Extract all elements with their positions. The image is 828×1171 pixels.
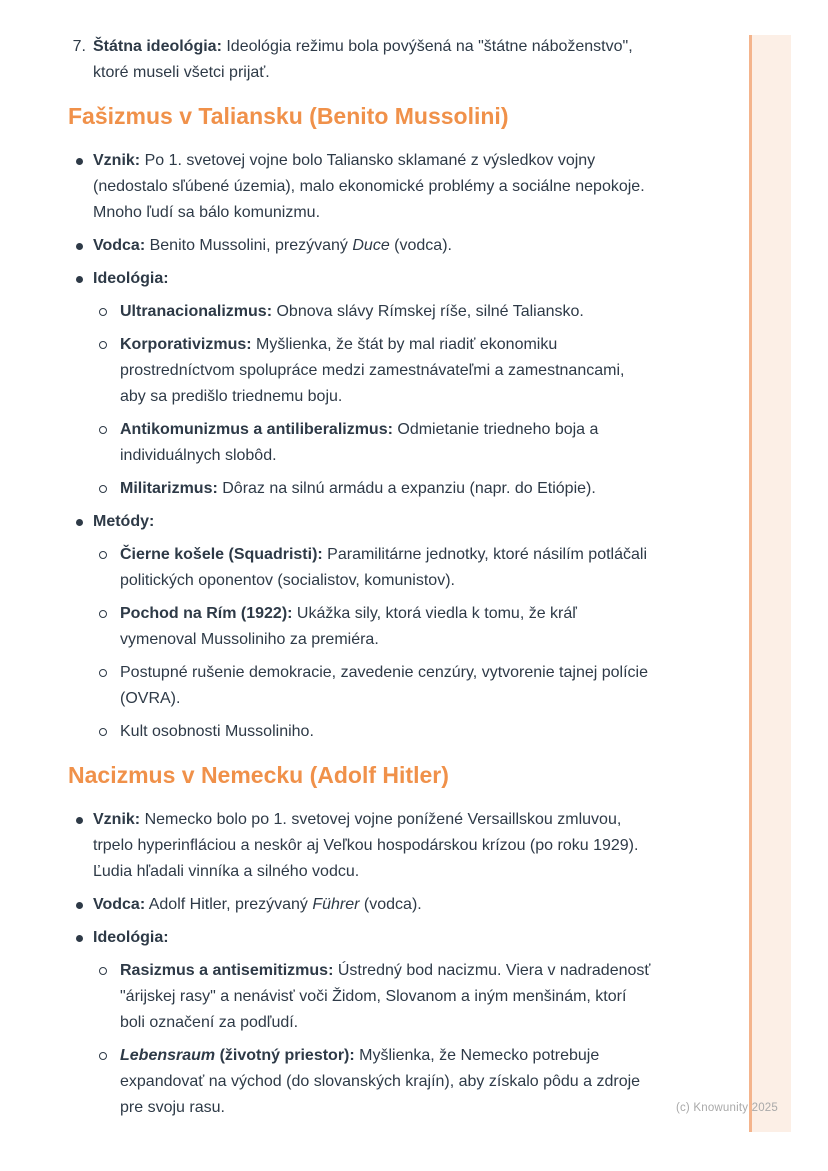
text-run: Korporativizmus: <box>120 336 252 353</box>
document-section <box>68 101 654 745</box>
text-run: Dôraz na silnú armádu a expanziu (napr. do Etiópie). <box>217 480 596 497</box>
sub-bullet-list-item <box>93 660 654 712</box>
text-run: Ideológia: <box>93 270 169 287</box>
sub-bullet-list-item <box>93 719 654 745</box>
bullet-list-item <box>68 266 654 502</box>
text-run: Vznik: <box>93 152 141 169</box>
text-run: (životný priestor): <box>215 1047 355 1064</box>
text-run: Nemecko bolo po 1. svetovej vojne ponížené Versaillskou zmluvou, trpelo hyperinfláciou a neskôr aj Veľkou hospodárskou krízou (po roku 1929). Ľudia hľadali vinníka a silného vodcu. <box>93 811 639 880</box>
text-run: Benito Mussolini, prezývaný <box>145 237 353 254</box>
sub-bullet-list-item <box>93 542 654 594</box>
text-run: Führer <box>312 896 360 913</box>
bullet-list-item <box>68 925 654 1121</box>
sub-bullet-list-item <box>93 299 654 325</box>
bullet-list <box>68 148 654 745</box>
list-item-text <box>93 34 654 86</box>
text-run: Rasizmus a antisemitizmus: <box>120 962 334 979</box>
text-run: Po 1. svetovej vojne bolo Taliansko sklamané z výsledkov vojny (nedostalo sľúbené územia), malo ekonomické problémy a sociálne nepokoje. Mnoho ľudí sa bálo komunizmu. <box>93 152 645 221</box>
sections-root <box>68 101 654 1121</box>
numbered-list-item <box>68 34 654 86</box>
text-run: Ultranacionalizmus: <box>120 303 273 320</box>
sub-bullet-list <box>93 958 654 1121</box>
text-run: Vznik: <box>93 811 141 828</box>
text-run: Obnova slávy Rímskej ríše, silné Taliansko. <box>272 303 584 320</box>
text-run: (vodca). <box>359 896 422 913</box>
bullet-list-item <box>68 509 654 745</box>
sub-bullet-list-item <box>93 1043 654 1121</box>
sub-bullet-list <box>93 542 654 745</box>
sub-bullet-list-item <box>93 417 654 469</box>
page-edge-strip <box>749 35 791 1132</box>
document-section <box>68 760 654 1121</box>
text-run: Pochod na Rím (1922): <box>120 605 293 622</box>
text-run: Kult osobnosti Mussoliniho. <box>120 723 314 740</box>
text-run: Ideológia: <box>93 929 169 946</box>
text-run: Ideológia režimu bola povýšená na "štátne náboženstvo", ktoré museli všetci prijať. <box>93 38 633 81</box>
sub-bullet-list-item <box>93 958 654 1036</box>
text-run: Ústredný bod nacizmu. Viera v nadradenosť "árijskej rasy" a nenávisť voči Židom, Slovanom a iným menšinám, ktorí boli označení za podľudí. <box>120 962 651 1031</box>
sub-bullet-list-item <box>93 476 654 502</box>
text-run: Vodca: <box>93 237 146 254</box>
bullet-list-item <box>68 807 654 885</box>
document-content <box>68 34 654 1121</box>
text-run: Antikomunizmus a antiliberalizmus: <box>120 421 393 438</box>
text-run: Metódy: <box>93 513 155 530</box>
text-run: Adolf Hitler, prezývaný <box>145 896 313 913</box>
text-run: (vodca). <box>389 237 452 254</box>
section-title: Fašizmus v Taliansku (Benito Mussolini) <box>68 103 509 129</box>
text-run: Duce <box>352 237 390 254</box>
text-run: Militarizmus: <box>120 480 218 497</box>
bullet-list-item <box>68 892 654 918</box>
sub-bullet-list-item <box>93 601 654 653</box>
text-run: Myšlienka, že štát by mal riadiť ekonomiku prostredníctvom spolupráce medzi zamestnávateľmi a zamestnancami, aby sa predišlo triednemu boju. <box>120 336 625 405</box>
text-run: Odmietanie triedneho boja a individuálnych slobôd. <box>120 421 599 464</box>
sub-bullet-list-item <box>93 332 654 410</box>
bullet-list <box>68 807 654 1121</box>
text-run: Ukážka sily, ktorá viedla k tomu, že kráľ vymenoval Mussoliniho za premiéra. <box>120 605 577 648</box>
bullet-list-item <box>68 148 654 226</box>
text-run: Čierne košele (Squadristi): <box>120 546 323 563</box>
text-run: Myšlienka, že Nemecko potrebuje expandovať na východ (do slovanských krajín), aby získalo pôdu a zdroje pre svoju rasu. <box>120 1047 641 1116</box>
copyright-watermark: (c) Knowunity 2025 <box>675 1102 778 1114</box>
text-run: Vodca: <box>93 896 146 913</box>
text-run: Paramilitárne jednotky, ktoré násilím potláčali politických oponentov (socialistov, komunistov). <box>120 546 648 589</box>
sub-bullet-list <box>93 299 654 502</box>
bullet-list-item <box>68 233 654 259</box>
text-run: Lebensraum <box>120 1047 216 1064</box>
text-run: Štátna ideológia: <box>93 38 222 55</box>
list-item-number: 7. <box>72 38 86 55</box>
section-title: Nacizmus v Nemecku (Adolf Hitler) <box>68 762 449 788</box>
text-run: Postupné rušenie demokracie, zavedenie cenzúry, vytvorenie tajnej polície (OVRA). <box>120 664 648 707</box>
